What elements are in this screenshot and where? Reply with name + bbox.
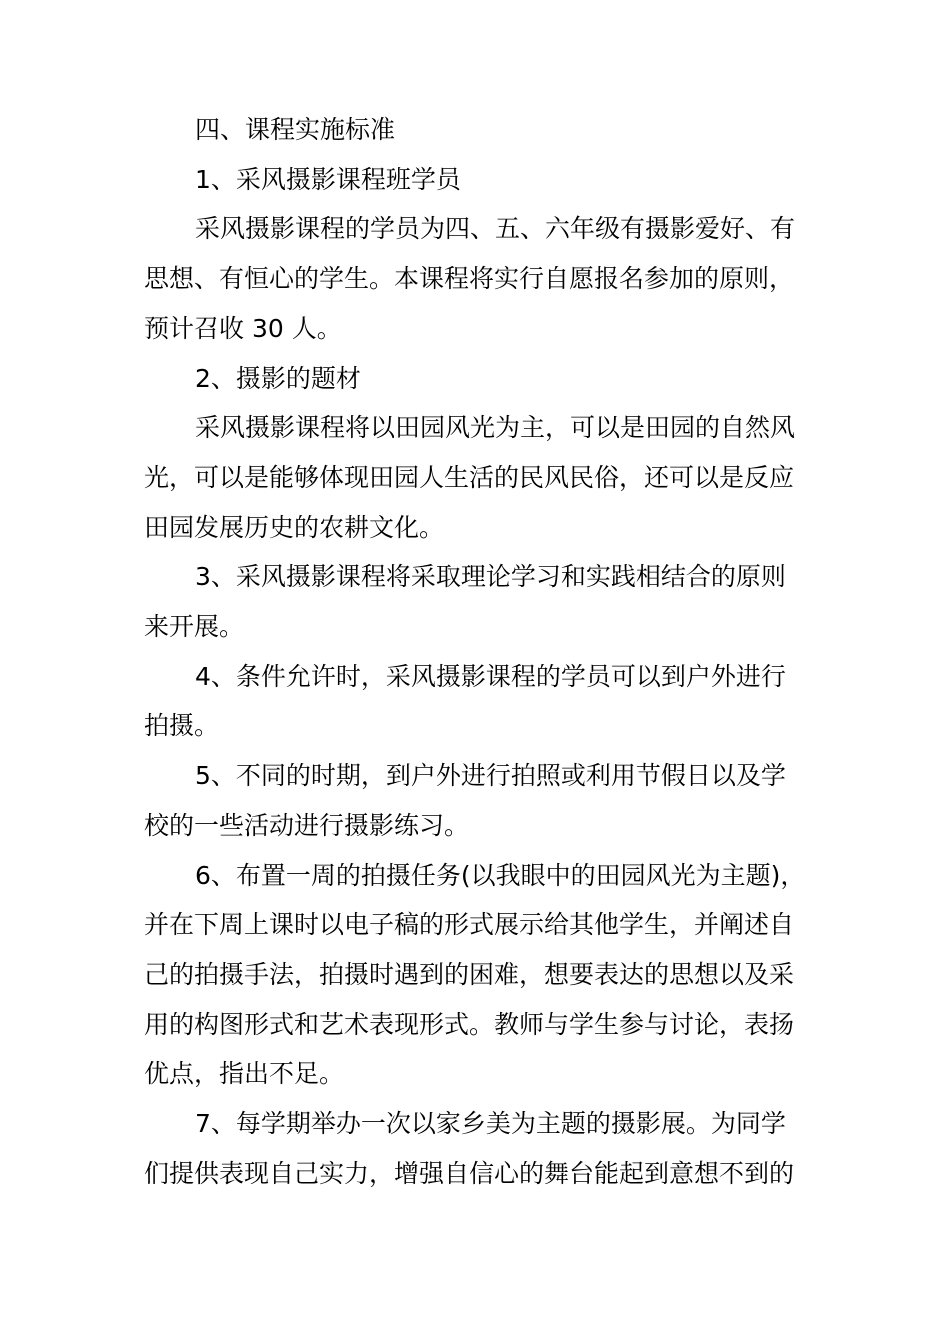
paragraph-line: 优点，指出不足。 [144, 1059, 345, 1089]
document-body [144, 105, 814, 1198]
paragraph-line: 4、条件允许时，采风摄影课程的学员可以到户外进行 [195, 661, 786, 691]
paragraph-line: 校的一些活动进行摄影练习。 [144, 810, 470, 840]
paragraph-line: 6、布置一周的拍摄任务(以我眼中的田园风光为主题)， [195, 860, 806, 890]
paragraph-line: 3、采风摄影课程将采取理论学习和实践相结合的原则 [195, 562, 786, 592]
paragraph-line: 来开展。 [144, 612, 245, 642]
subsection-heading: 2、摄影的题材 [195, 363, 361, 393]
paragraph-line: 7、每学期举办一次以家乡美为主题的摄影展。为同学 [195, 1109, 786, 1139]
paragraph-line: 采风摄影课程将以田园风光为主，可以是田园的自然风 [195, 413, 796, 443]
paragraph-line: 光，可以是能够体现田园人生活的民风民俗，还可以是反应 [144, 462, 795, 492]
paragraph-line: 己的拍摄手法，拍摄时遇到的困难，想要表达的思想以及采 [144, 959, 795, 989]
paragraph-line: 5、不同的时期，到户外进行拍照或利用节假日以及学 [195, 761, 786, 791]
paragraph-line: 预计召收 30 人。 [144, 313, 342, 343]
paragraph-line: 思想、有恒心的学生。本课程将实行自愿报名参加的原则， [144, 264, 795, 294]
paragraph-line: 采风摄影课程的学员为四、五、六年级有摄影爱好、有 [195, 214, 796, 244]
section-heading: 四、课程实施标准 [195, 115, 396, 144]
paragraph-line: 并在下周上课时以电子稿的形式展示给其他学生，并阐述自 [144, 910, 795, 940]
paragraph-line: 用的构图形式和艺术表现形式。教师与学生参与讨论，表扬 [144, 1009, 795, 1039]
paragraph-line: 们提供表现自己实力，增强自信心的舞台能起到意想不到的 [144, 1158, 795, 1188]
paragraph-line: 田园发展历史的农耕文化。 [144, 512, 445, 542]
subsection-heading: 1、采风摄影课程班学员 [195, 164, 461, 194]
paragraph-line: 拍摄。 [144, 711, 220, 741]
